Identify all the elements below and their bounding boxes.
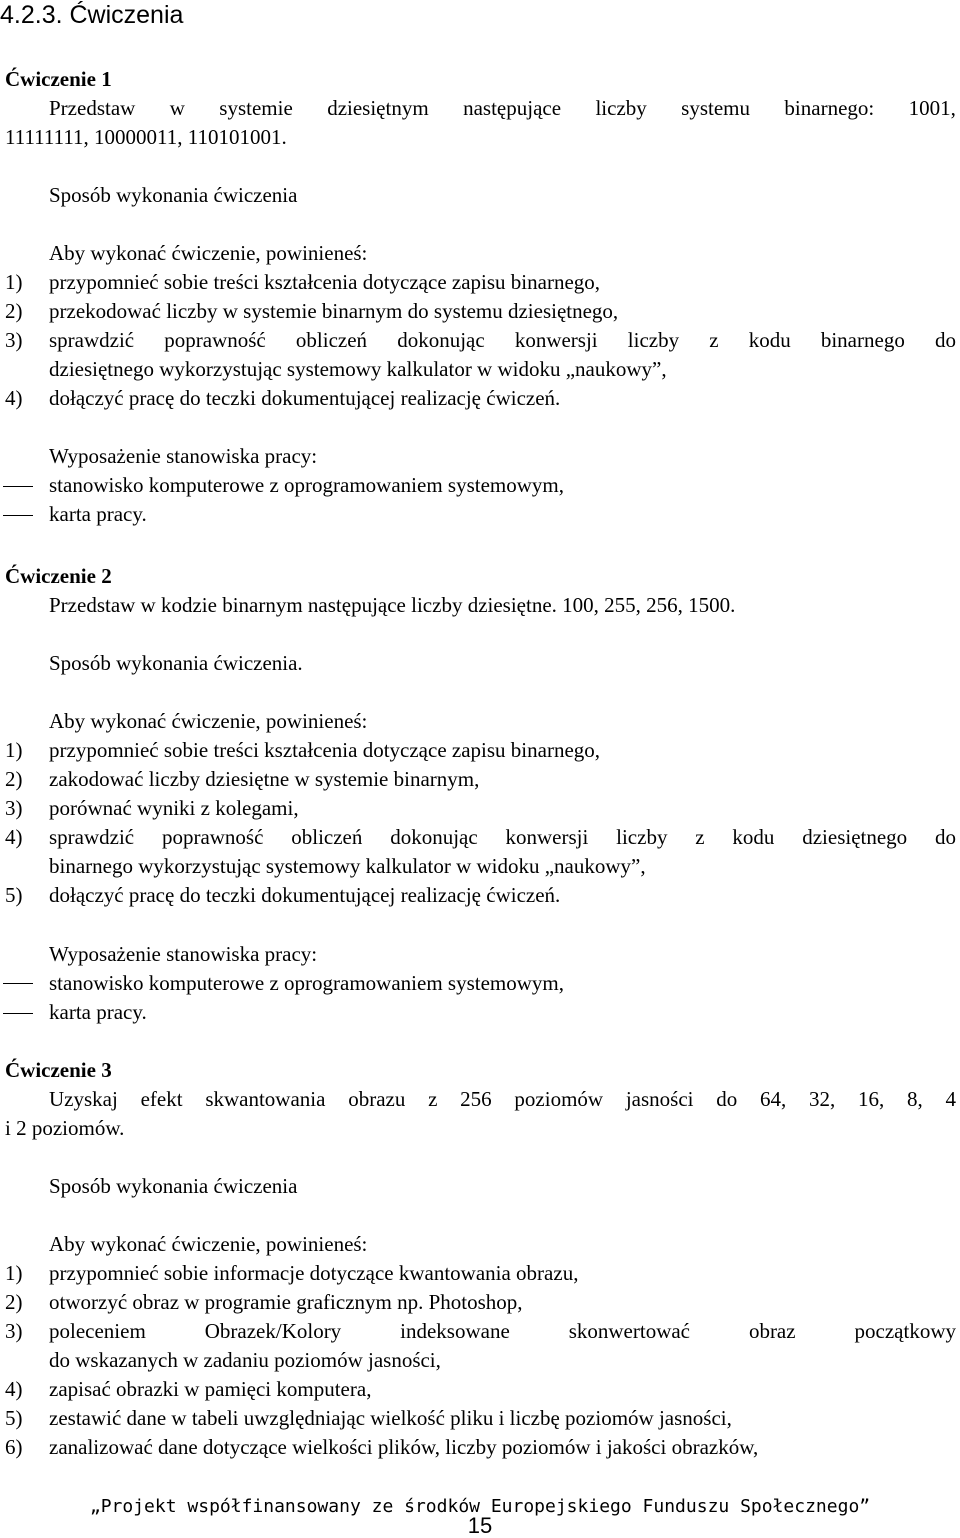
step-number: 4): [5, 1377, 23, 1401]
exercise-1-title: Ćwiczenie 1: [5, 67, 112, 91]
exercise-2-title: Ćwiczenie 2: [5, 564, 112, 588]
exercise-2-equipment-title: Wyposażenie stanowiska pracy:: [49, 942, 318, 966]
exercise-1-method: Sposób wykonania ćwiczenia: [49, 183, 298, 207]
step-text: zanalizować dane dotyczące wielkości plików, liczby poziomów i jakości obrazków,: [49, 1435, 759, 1459]
equipment-text: stanowisko komputerowe z oprogramowaniem systemowym,: [49, 971, 564, 995]
exercise-1-equipment-title: Wyposażenie stanowiska pracy:: [49, 444, 318, 468]
exercise-3-title: Ćwiczenie 3: [5, 1058, 112, 1082]
step-number: 3): [5, 796, 23, 820]
exercise-3-method: Sposób wykonania ćwiczenia: [49, 1174, 298, 1198]
exercise-1-task-line-2: 11111111, 10000011, 110101001.: [5, 125, 287, 149]
step-text: przypomnieć sobie informacje dotyczące kwantowania obrazu,: [49, 1261, 579, 1285]
step-text: sprawdzić poprawność obliczeń dokonując konwersji liczby z kodu dziesiętnego do: [49, 825, 956, 849]
dash-bullet: [3, 1013, 33, 1014]
step-number: 2): [5, 767, 23, 791]
section-title: 4.2.3. Ćwiczenia: [0, 1, 184, 29]
exercise-1-intro: Aby wykonać ćwiczenie, powinieneś:: [49, 241, 368, 265]
step-number: 2): [5, 299, 23, 323]
equipment-text: karta pracy.: [49, 502, 147, 526]
dash-bullet: [3, 983, 33, 984]
dash-bullet: [3, 515, 33, 516]
step-text-continued: do wskazanych w zadaniu poziomów jasności,: [49, 1348, 441, 1372]
step-text: poleceniem Obrazek/Kolory indeksowane skonwertować obraz początkowy: [49, 1319, 956, 1343]
step-text: porównać wyniki z kolegami,: [49, 796, 299, 820]
step-number: 5): [5, 883, 23, 907]
exercise-2-task-line-1: Przedstaw w kodzie binarnym następujące liczby dziesiętne. 100, 255, 256, 1500.: [49, 593, 736, 617]
step-number: 6): [5, 1435, 23, 1459]
step-text-continued: binarnego wykorzystując systemowy kalkulator w widoku „naukowy”,: [49, 854, 646, 878]
step-number: 1): [5, 1261, 23, 1285]
exercise-2-intro: Aby wykonać ćwiczenie, powinieneś:: [49, 709, 368, 733]
step-number: 3): [5, 1319, 23, 1343]
step-text: przekodować liczby w systemie binarnym do systemu dziesiętnego,: [49, 299, 619, 323]
step-number: 2): [5, 1290, 23, 1314]
exercise-3-task-line-1: Uzyskaj efekt skwantowania obrazu z 256 poziomów jasności do 64, 32, 16, 8, 4: [49, 1087, 956, 1111]
equipment-text: karta pracy.: [49, 1000, 147, 1024]
step-number: 4): [5, 825, 23, 849]
step-number: 5): [5, 1406, 23, 1430]
step-text: przypomnieć sobie treści kształcenia dotyczące zapisu binarnego,: [49, 270, 601, 294]
exercise-3-intro: Aby wykonać ćwiczenie, powinieneś:: [49, 1232, 368, 1256]
step-text: sprawdzić poprawność obliczeń dokonując konwersji liczby z kodu binarnego do: [49, 328, 956, 352]
exercise-3-task-line-2: i 2 poziomów.: [5, 1116, 125, 1140]
step-text: otworzyć obraz w programie graficznym np. Photoshop,: [49, 1290, 523, 1314]
step-text: dołączyć pracę do teczki dokumentującej realizację ćwiczeń.: [49, 386, 561, 410]
step-text-continued: dziesiętnego wykorzystując systemowy kalkulator w widoku „naukowy”,: [49, 357, 667, 381]
page-number: 15: [467, 1513, 493, 1538]
footer-project-note: „Projekt współfinansowany ze środków Europejskiego Funduszu Społecznego”: [89, 1496, 871, 1517]
equipment-text: stanowisko komputerowe z oprogramowaniem systemowym,: [49, 473, 564, 497]
step-number: 4): [5, 386, 23, 410]
step-text: zakodować liczby dziesiętne w systemie binarnym,: [49, 767, 480, 791]
step-text: zapisać obrazki w pamięci komputera,: [49, 1377, 372, 1401]
step-text: zestawić dane w tabeli uwzględniając wielkość pliku i liczbę poziomów jasności,: [49, 1406, 732, 1430]
exercise-1-task-line-1: Przedstaw w systemie dziesiętnym następujące liczby systemu binarnego: 1001,: [49, 96, 956, 120]
step-text: dołączyć pracę do teczki dokumentującej realizację ćwiczeń.: [49, 883, 561, 907]
dash-bullet: [3, 486, 33, 487]
step-text: przypomnieć sobie treści kształcenia dotyczące zapisu binarnego,: [49, 738, 601, 762]
step-number: 1): [5, 270, 23, 294]
step-number: 1): [5, 738, 23, 762]
step-number: 3): [5, 328, 23, 352]
exercise-2-method: Sposób wykonania ćwiczenia.: [49, 651, 303, 675]
